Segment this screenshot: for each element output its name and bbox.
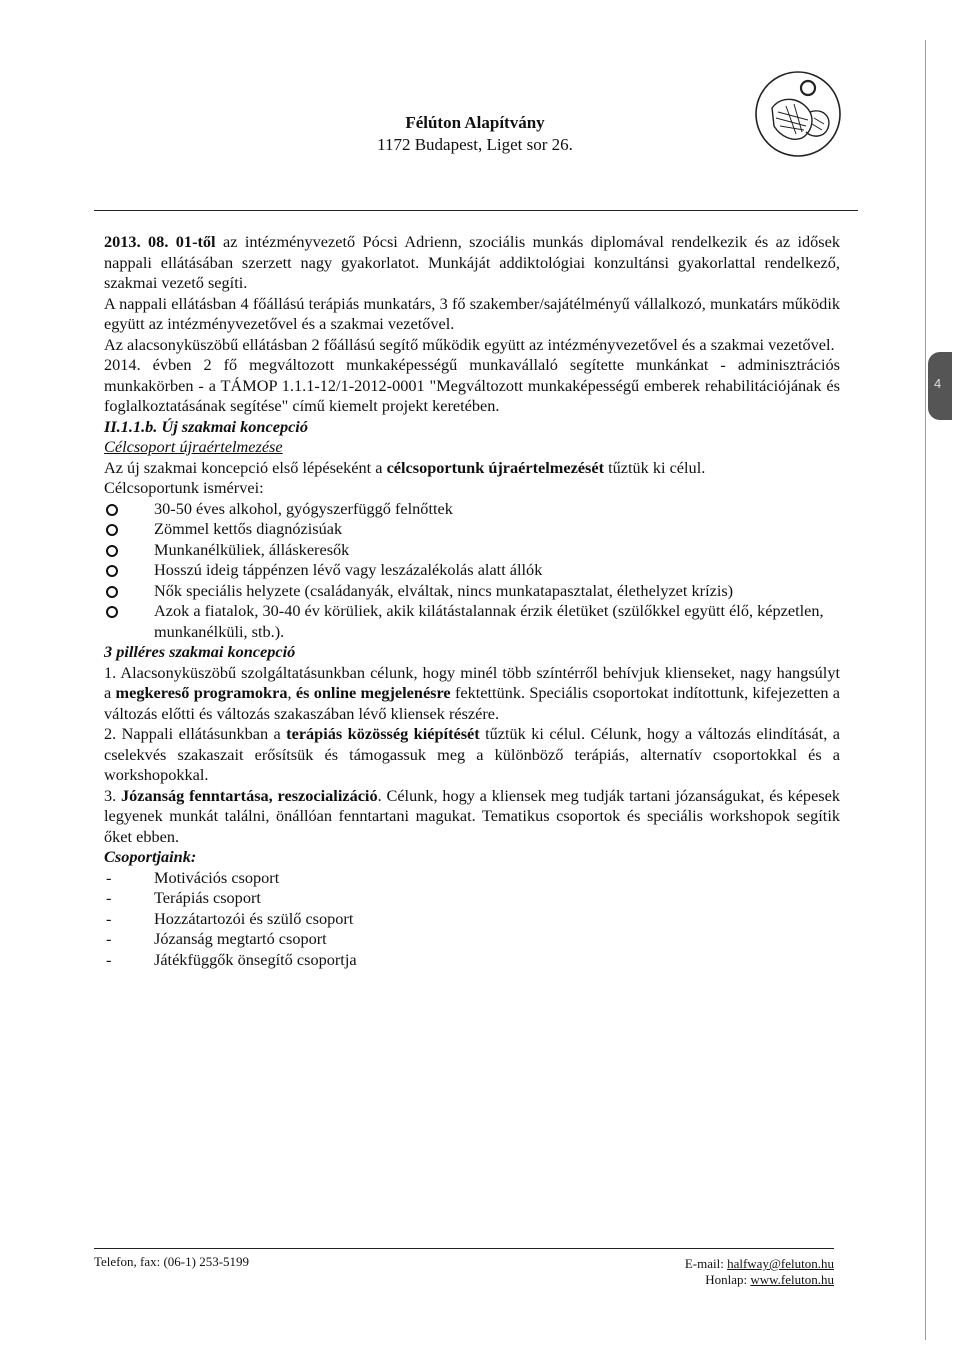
heading-target-group: Célcsoport újraértelmezése [104, 437, 283, 456]
dash-bullet-icon: - [106, 949, 112, 969]
heading-groups: Csoportjaink: [104, 847, 197, 866]
footer-email-line [620, 1256, 834, 1272]
pillar-text: tűztük ki célul. Célunk, hogy a változás elindítását, a cselekvés szakaszait erősítsük és támogassuk meg a különböző terápiás, alternatív csoportokkal és a workshopokkal. [104, 724, 840, 784]
header-divider [94, 210, 858, 211]
circle-bullet-icon [106, 545, 118, 557]
list-item-text: 30-50 éves alkohol, gyógyszerfüggő felnőttek [154, 498, 453, 518]
pillar-text: 2. Nappali ellátásunkban a [104, 724, 287, 743]
list-item [104, 540, 840, 561]
groups-list [104, 868, 840, 971]
paragraph-day-care-staff: A nappali ellátásban 4 főállású terápiás munkatárs, 3 fő szakember/sajátélményű vállalkozó, munkatárs működik együtt az intézményvezetővel és a szakmai vezetővel. [104, 293, 840, 333]
paragraph-staff-lead [104, 232, 840, 294]
dash-bullet-icon: - [106, 908, 112, 928]
list-item-text: Józanság megtartó csoport [154, 929, 327, 948]
date-label: 2013. 08. 01-től [104, 232, 216, 251]
scan-edge-line [925, 40, 926, 1340]
page-tab-label: 4 [934, 376, 942, 391]
dash-bullet-icon: - [106, 888, 112, 907]
pillar-bold: Józanság fenntartása, reszocializáció [121, 785, 378, 805]
dash-bullet-icon: - [106, 929, 112, 948]
letterhead [300, 112, 650, 156]
list-item [104, 929, 840, 950]
page-tab-marker [928, 352, 952, 420]
pillar-bold: megkereső programokra [115, 683, 288, 702]
pillar-text: , [287, 683, 296, 702]
organization-address: 1172 Budapest, Liget sor 26. [377, 135, 573, 154]
circle-bullet-icon [106, 565, 118, 577]
list-item [104, 888, 840, 909]
list-item-text: Hosszú ideig táppénzen lévő vagy leszázalékolás alatt állók [154, 560, 543, 579]
email-label: E-mail: [684, 1256, 728, 1271]
website-link[interactable]: www.feluton.hu [750, 1272, 834, 1287]
pillar-bold: és online megjelenésre [295, 683, 451, 702]
list-item-text: Nők speciális helyzete (családanyák, elváltak, nincs munkatapasztalat, élethelyzet krízis) [154, 580, 734, 600]
intro-text: Az új szakmai koncepció első lépéseként a [104, 457, 387, 477]
paragraph-concept-intro [104, 458, 840, 479]
intro-bold: célcsoportunk újraértelmezését [386, 457, 605, 477]
intro-text-end: tűztük ki célul. [604, 457, 706, 477]
list-item-text: Munkanélküliek, álláskeresők [154, 539, 350, 559]
list-item [104, 868, 840, 889]
pillar-text: 1. Alacsonyküszöbű szolgáltatásunkban célunk, hogy minél több színtérről behívjuk klienseket, nagy hangsúlyt a [104, 662, 840, 702]
footer-phone: Telefon, fax: (06-1) 253-5199 [94, 1254, 250, 1269]
criteria-list [104, 499, 840, 643]
section-heading-new-concept: II.1.1.b. Új szakmai koncepció [104, 416, 308, 436]
list-item [104, 950, 840, 971]
list-item [104, 560, 840, 581]
document-body [104, 232, 840, 970]
list-item-text: Motivációs csoport [154, 867, 280, 887]
criteria-label: Célcsoportunk ismérvei: [104, 478, 264, 497]
footer-web-line [620, 1272, 834, 1288]
list-item-text: Hozzátartozói és szülő csoport [154, 908, 354, 928]
list-item [104, 601, 840, 642]
pillar-text: 3. [104, 785, 121, 805]
list-item [104, 581, 840, 602]
butterfly-logo-icon [752, 68, 844, 160]
pillar-2-paragraph [104, 724, 840, 786]
organization-name: Félúton Alapítvány [405, 113, 545, 132]
pillar-3-paragraph [104, 786, 840, 848]
paragraph-text: az intézményvezető Pócsi Adrienn, szociális munkás diplomával rendelkezik és az idősek nappali ellátásában szerzett nagy gyakorlatot. Munkáját addiktológiai konzultánsi gyakorlattal rendelkező, szakmai vezető segíti. [104, 232, 841, 292]
paragraph-2014-project: 2014. évben 2 fő megváltozott munkaképességű munkavállaló segítette munkánkat - adminisztrációs munkakörben - a TÁMOP 1.1.1-12/1-2012-0001 "Megváltozott munkaképességű emberek rehabilitációjának és foglalkoztatásának segítése" című kiemelt projekt keretében. [104, 355, 840, 415]
circle-bullet-icon [106, 606, 118, 618]
list-item-text: Játékfüggők önsegítő csoportja [154, 949, 357, 969]
pillar-1-paragraph [104, 663, 840, 725]
list-item-text: Azok a fiatalok, 30-40 év körüliek, akik kilátástalannak érzik életüket (szülőkkel együtt élő, képzetlen, munkanélküli, stb.). [154, 601, 824, 641]
list-item [104, 909, 840, 930]
heading-three-pillars: 3 pilléres szakmai koncepció [104, 642, 296, 661]
pillar-text: fektettünk. Speciális csoportokat indítottunk, kifejezetten a változás előtti és változás szakaszában lévő kliensek részére. [104, 683, 841, 723]
footer-contacts [620, 1256, 834, 1288]
list-item [104, 499, 840, 520]
email-link[interactable]: halfway@feluton.hu [727, 1256, 834, 1271]
list-item-text: Zömmel kettős diagnózisúak [154, 519, 343, 538]
circle-bullet-icon [106, 524, 118, 536]
web-label: Honlap: [705, 1272, 751, 1287]
circle-bullet-icon [106, 504, 118, 516]
circle-bullet-icon [106, 586, 118, 598]
list-item-text: Terápiás csoport [154, 888, 261, 907]
dash-bullet-icon: - [106, 867, 112, 887]
paragraph-low-threshold-staff: Az alacsonyküszöbű ellátásban 2 főállású segítő működik együtt az intézményvezetővel és a szakmai vezetővel. [104, 334, 835, 354]
pillar-text: . Célunk, hogy a kliensek meg tudják tartani józanságukat, és képesek legyenek munkát találni, önállóan fenntartani magukat. Tematikus csoportok és speciális workshopok segítik őket ebben. [104, 785, 841, 846]
pillar-bold: terápiás közösség kiépítését [286, 724, 480, 743]
footer-divider [94, 1248, 834, 1249]
list-item [104, 519, 840, 540]
